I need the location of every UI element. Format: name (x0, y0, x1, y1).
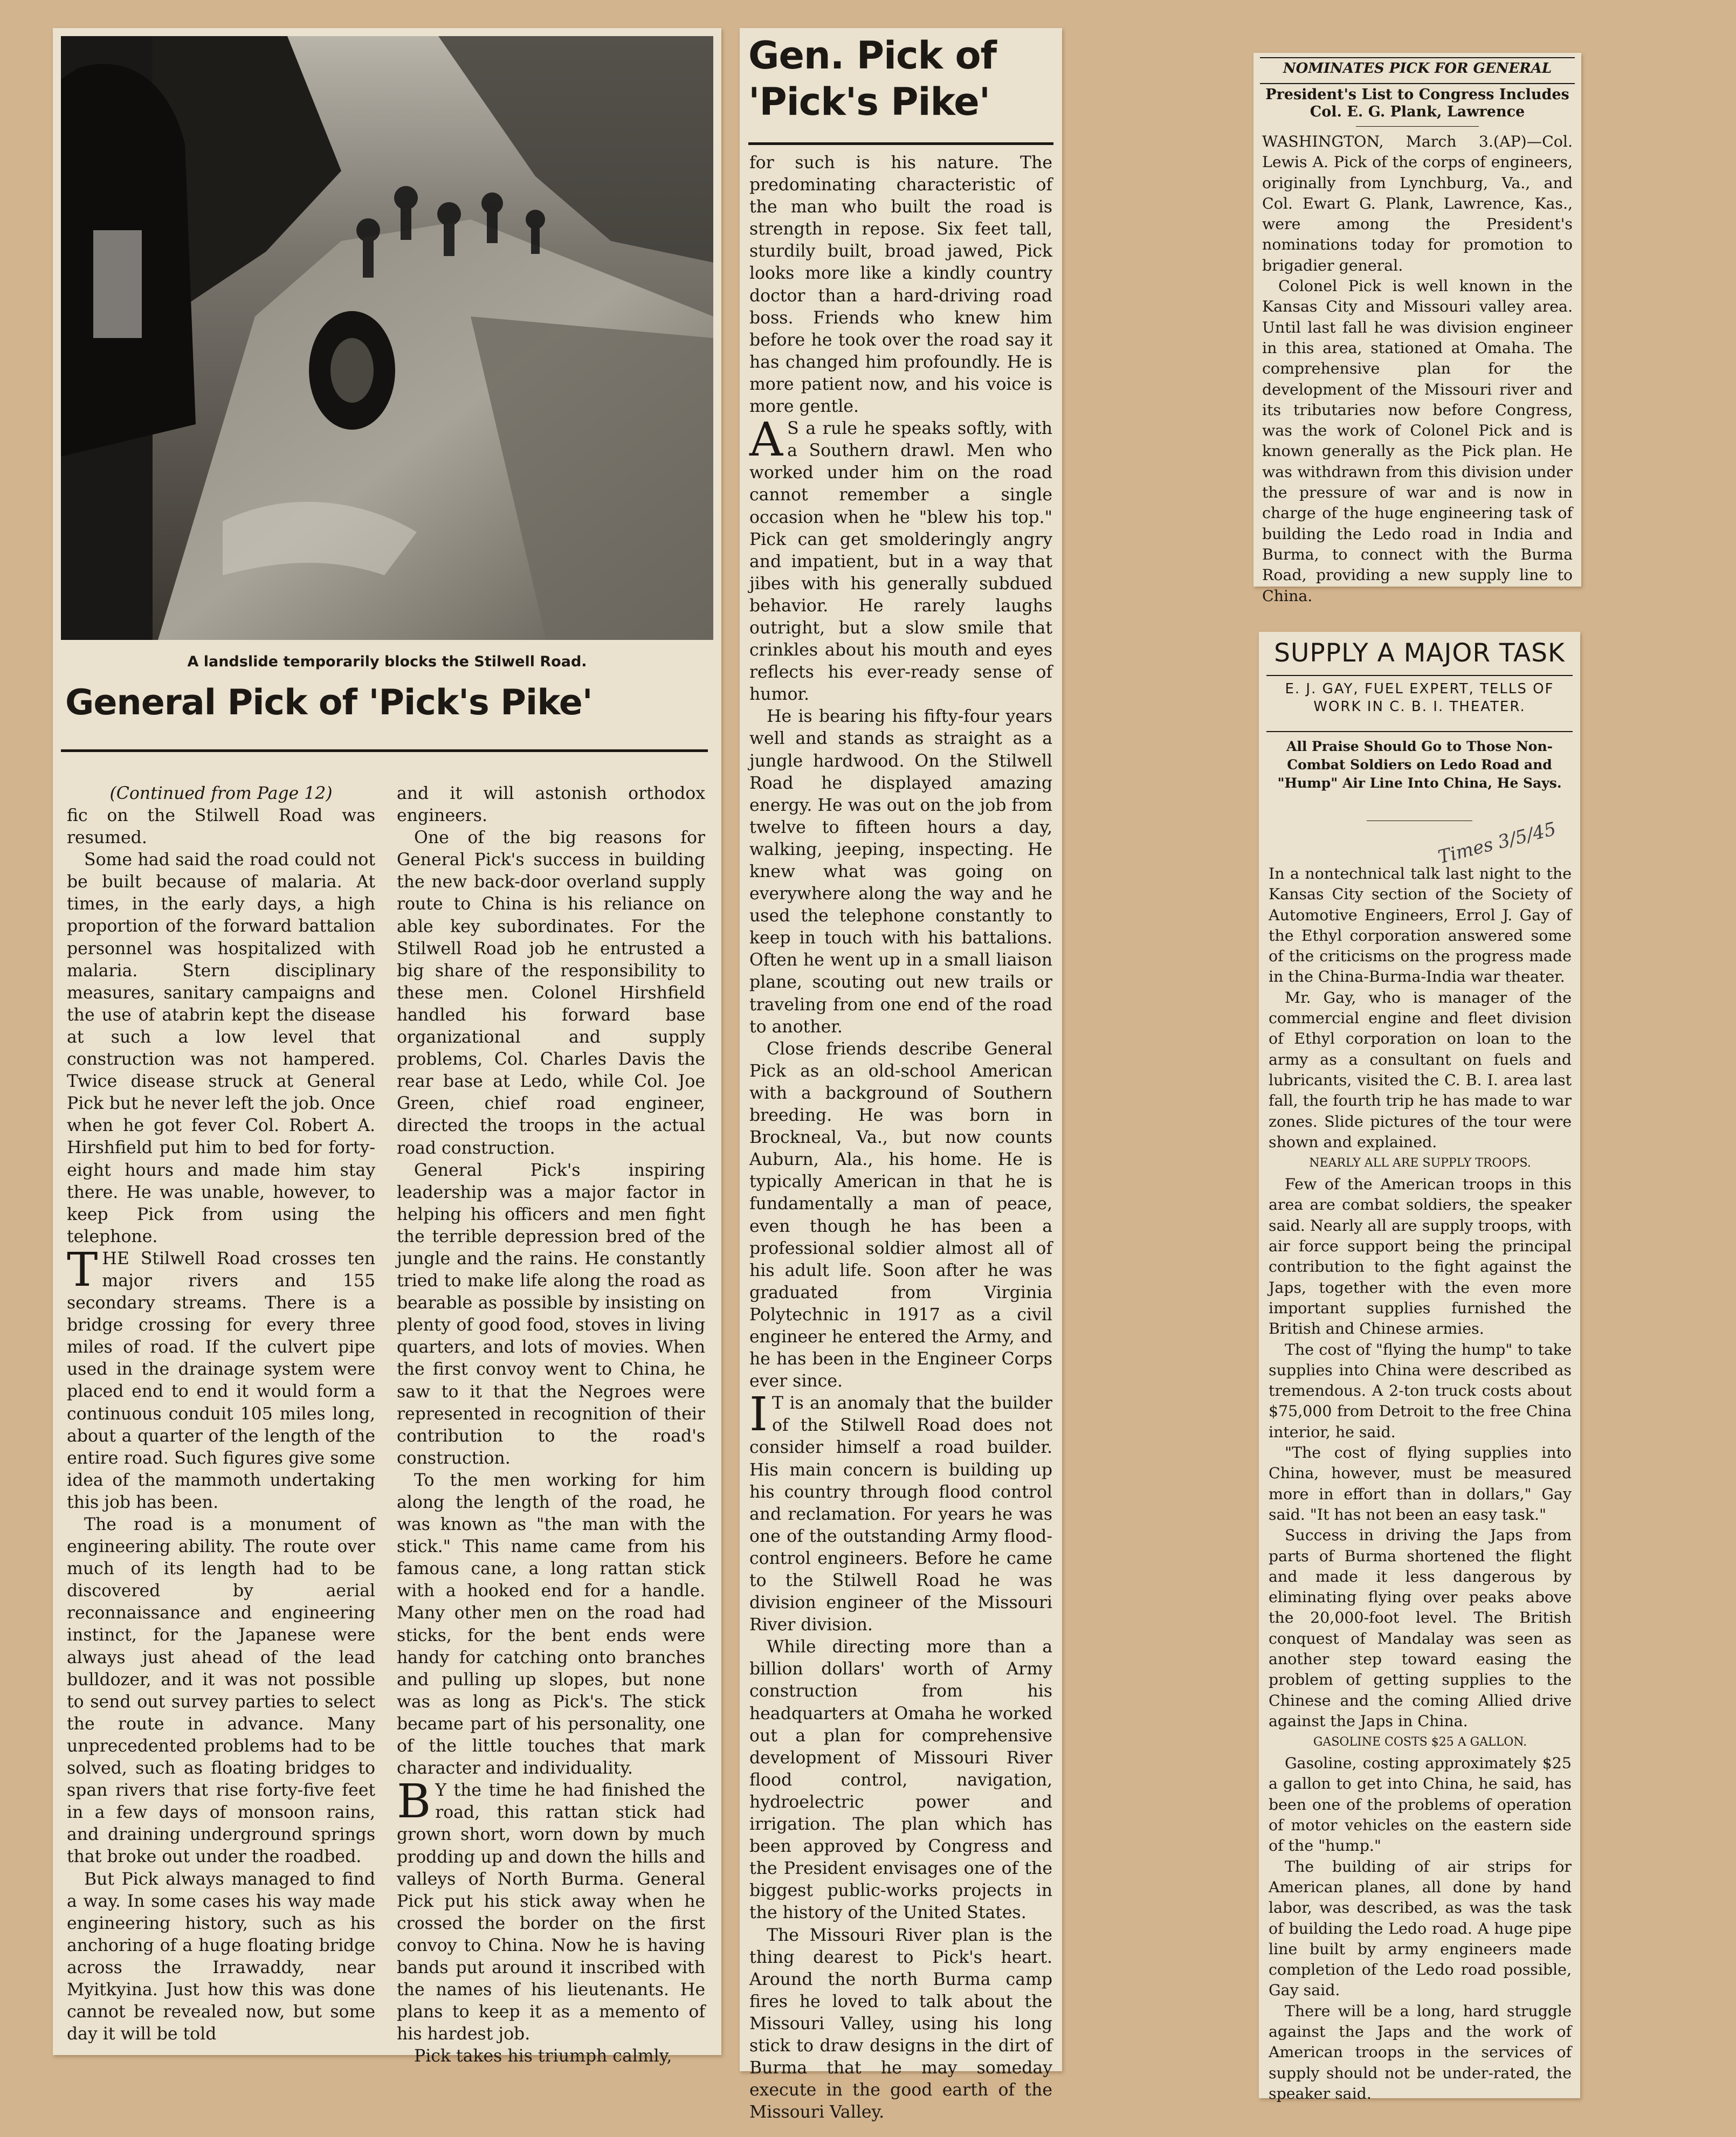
paragraph-text: Some had said the road could not be built because of malaria. At times, in the early days, a high proportion of the forward battalion personnel was hospitalized with malaria. Stern disciplinary measures, sanitary campaigns and the use of atabrin kept the disease at such a low level that construction was not hampered. Twice disease struck at General Pick but he never left the job. Once when he got fever Col. Robert A. Hirshfield put him to bed for forty-eight hours and made him stay there. He was unable, however, to keep Pick from using the telephone. (67, 850, 375, 1246)
paragraph-text: There will be a long, hard struggle against the Japs and the work of American troops in the services of supply should not be under-rated, the speaker said. (1269, 2002, 1572, 2102)
supply-clipping (1259, 632, 1580, 2102)
supply-body (1269, 864, 1572, 2104)
landslide-photo (61, 36, 713, 640)
paragraph-text: Pick takes his triumph calmly, (414, 2046, 672, 2066)
paragraph (1262, 276, 1573, 606)
paragraph (1269, 864, 1572, 988)
drop-cap: A (749, 413, 783, 467)
drop-cap: I (749, 1388, 768, 1442)
paragraph (749, 152, 1052, 418)
supply-title: SUPPLY A MAJOR TASK (1274, 638, 1565, 668)
paragraph-text: The road is a monument of engineering ability. The route over much of its length had to be discovered by aerial reconnaissance and engineering instinct, for the Japanese were always just ahead of the lead bulldozer, and it was not possible to send out survey parties to select the route in advance. Many unprecedented problems had to be solved, such as floating bridges to span rivers that rise forty-five feet in a few days of monsoon rains, and draining underground springs that broke out under the roadbed. (67, 1515, 375, 1867)
paragraph-text: He is bearing his fifty-four years well and stands as straight as a jungle hardwood. On the Stilwell Road he displayed amazing energy. He was out on the job from twelve to fifteen hours a day, walking, jeeping, inspecting. He knew what was going on everywhere along the way and he used the telephone constantly to keep in touch with his battalions. Often he went up in a small liaison plane, scouting out new trails or traveling from one end of the road to another. (749, 707, 1052, 1037)
paragraph (397, 2045, 705, 2067)
supply-kicker-rule (1266, 731, 1573, 732)
paragraph (397, 827, 705, 1159)
paragraph-text: Success in driving the Japs from parts of Burma shortened the flight and made it less dangerous by eliminating flying over peaks above the 20,000-foot level. The British conquest of Mandalay was seen as another step toward easing the problem of getting supplies to the Chinese and the coming Allied drive against the Japs in China. (1269, 1526, 1572, 1730)
paragraph-text: Colonel Pick is well known in the Kansas City and Missouri valley area. Until last fall he was division engineer in this area, stationed at Omaha. The comprehensive plan for the development of the Missouri river and its tributaries now before Congress, was the work of Colonel Pick and is known generally as the Pick plan. He was withdrawn from this division under the pressure of war and is now in charge of the huge engineering task of building the Ledo road in India and Burma, to connect with the Burma Road, providing a new supply line to China. (1262, 277, 1573, 605)
paragraph-text: and it will astonish orthodox engineers. (397, 784, 705, 826)
paragraph (1269, 988, 1572, 1153)
paragraph-text: Mr. Gay, who is manager of the commercial engine and fleet division of Ethyl corporation on loan to the army as a consultant on fuels and lubricants, visited the C. B. I. area last fall, the fourth trip he has made to war zones. Slide pictures of the tour were shown and explained. (1269, 988, 1572, 1151)
column-b-body (397, 783, 705, 2067)
paragraph-text: But Pick always managed to find a way. In some cases his way made engineering history, such as his anchoring of a huge floating bridge across the Irrawaddy, near Myitkyina. Just how this was done cannot be revealed now, but some day it will be told (67, 1869, 375, 2044)
column-three-headline-1: Gen. Pick of (748, 33, 996, 78)
paragraph (67, 805, 375, 849)
drop-cap: T (67, 1243, 98, 1297)
supply-kicker: E. J. GAY, FUEL EXPERT, TELLS OF WORK IN C. B. I. THEATER. (1285, 681, 1554, 715)
paragraph (749, 706, 1052, 1038)
paragraph-text: The Missouri River plan is the thing dearest to Pick's heart. Around the north Burma camp fires he loved to talk about the Missouri Valley, using his long stick to draw designs in the dirt of Burma that he may someday execute in the good earth of the Missouri Valley. (749, 1925, 1052, 2122)
column-a-body (67, 805, 375, 2045)
paragraph (67, 1514, 375, 1869)
handwritten-date: Times 3/5/45 (1436, 818, 1559, 868)
photo-caption: A landslide temporarily blocks the Stilwell Road. (187, 653, 587, 670)
supply-text (1269, 864, 1572, 2104)
drop-cap: B (397, 1775, 431, 1829)
paragraph (1269, 1174, 1572, 1339)
column-three-rule (748, 142, 1053, 145)
paragraph-text: Y the time he had finished the road, this rattan stick had grown short, worn down by much prodding up and down the hills and valleys of North Burma. General Pick put his stick away when he crossed the border on the first convoy to China. Now he is having bands put around it inscribed with the names of his lieutenants. He plans to keep it as a memento of his hardest job. (397, 1781, 705, 2044)
main-article-clipping (53, 28, 721, 2066)
paragraph (67, 1869, 375, 2046)
paragraph-text: Few of the American troops in this area are combat soldiers, the speaker said. Nearly all are supply troops, with air force support being the principal contribution to the fight against the Japs, together with the even more important supplies furnished the British and Chinese armies. (1269, 1175, 1572, 1338)
main-headline: General Pick of 'Pick's Pike' (65, 683, 593, 723)
paragraph-text: The cost of "flying the hump" to take supplies into China were described as tremendous. A 2-ton truck costs about $75,000 from Detroit to the free China interior, he said. (1269, 1340, 1572, 1441)
continued-note: (Continued from Page 12) (109, 784, 333, 803)
paragraph-text: One of the big reasons for General Pick's success in building the new back-door overland supply route to China is his reliance on able key subordinates. For the Stilwell Road job he entrusted a big share of the responsibility to these men. Colonel Hirshfield handled his forward base organizational and supply problems, Col. Charles Davis the rear base at Ledo, while Col. Joe Green, chief road engineer, directed the troops in the actual road construction. (397, 828, 705, 1158)
paragraph (67, 1243, 375, 1514)
paragraph (397, 1160, 705, 1470)
paragraph-text: S a rule he speaks softly, with a Southern drawl. Men who worked under him on the road cannot remember a single occasion when he "blew his top." Pick can get smolderingly angry and impatient, but in a way that jibes with his generally subdued behavior. He rarely laughs outright, but a slow smile that crinkles about his mouth and eyes reflects his ever-ready sense of humor. (749, 419, 1052, 705)
column-three-headline-2: 'Pick's Pike' (748, 80, 990, 124)
paragraph (397, 783, 705, 827)
paragraph (1262, 132, 1573, 276)
paragraph-text: Close friends describe General Pick as an old-school American with a background of Southern breeding. He was born in Brockneal, Va., but now counts Auburn, Ala., his home. He is typically American in that he is fundamentally a man of peace, even though he has been a professional soldier almost all of his adult life. Soon after he was graduated from Virginia Polytechnic in 1917 as a civil engineer he entered the Army, and he has been in the Engineer Corps ever since. (749, 1039, 1052, 1391)
paragraph (1269, 1340, 1572, 1443)
paragraph-text: T is an anomaly that the builder of the Stilwell Road does not consider himself a road builder. His main concern is building up his country through flood control and reclamation. For years he was one of the outstanding Army flood-control engineers. Before he came to the Stilwell Road he was division engineer of the Missouri River division. (749, 1394, 1052, 1635)
paragraph (1269, 1525, 1572, 1732)
paragraph (749, 413, 1052, 706)
paragraph-text: General Pick's inspiring leadership was a major factor in helping his officers and men fight the terrible depression bred of the jungle and the rains. He constantly tried to make life along the road as bearable as possible by insisting on plenty of good food, stoves in living quarters, and lots of movies. When the first convoy went to China, he saw to it that the Negroes were represented in recognition of their contribution to the road's construction. (397, 1160, 705, 1468)
paragraph-text: While directing more than a billion dollars' worth of Army construction from his headquarters at Omaha he worked out a plan for comprehensive development of Missouri River flood control, navigation, hydroelectric power and irrigation. The plan which has been approved by Congress and the President envisages one of the biggest public-works projects in the history of the United States. (749, 1637, 1052, 1923)
paragraph (1269, 1443, 1572, 1525)
paragraph-text: The building of air strips for American planes, all done by hand labor, was described, as was the task of building the Ledo road. A huge pipe line built by army engineers made completion of the Ledo road possible, Gay said. (1269, 1857, 1572, 2000)
main-column-b (397, 783, 705, 2067)
paragraph (397, 1775, 705, 2045)
paragraph-text: In a nontechnical talk last night to the Kansas City section of the Society of Automotive Engineers, Errol J. Gay of the Ethyl corporation answered some of the criticisms on the progress made in the China-Burma-India war theater. (1269, 865, 1572, 986)
paragraph (1269, 1154, 1572, 1173)
supply-deck: All Praise Should Go to Those Non-Combat Soldiers on Ledo Road and "Hump" Air Line Into China, He Says. (1277, 739, 1562, 791)
nomination-subtitle: President's List to Congress Includes Col. E. G. Plank, Lawrence (1265, 86, 1569, 120)
photo-image (61, 36, 713, 640)
paragraph-text: GASOLINE COSTS $25 A GALLON. (1313, 1735, 1527, 1749)
nomination-text (1262, 132, 1573, 606)
paragraph (749, 1388, 1052, 1636)
paragraph (1269, 1753, 1572, 1856)
nomination-body (1262, 132, 1573, 606)
column-three-body (749, 152, 1052, 2124)
paragraph-text: WASHINGTON, March 3.(AP)—Col. Lewis A. Pick of the corps of engineers, originally from Lynchburg, Va., and Col. Ewart G. Plank, Lawrence, Kas., were among the President's nominations today for promotion to brigadier general. (1262, 133, 1573, 274)
headline-rule (61, 749, 708, 752)
paragraph (1269, 1857, 1572, 2001)
column-three-clipping (740, 28, 1062, 2122)
main-column-a (67, 783, 375, 2045)
column-three-text (749, 152, 1052, 2124)
paragraph (749, 1636, 1052, 1924)
paragraph-text: fic on the Stilwell Road was resumed. (67, 806, 375, 848)
nomination-title: NOMINATES PICK FOR GENERAL (1283, 60, 1552, 77)
nomination-clipping (1253, 53, 1581, 605)
paragraph-text: "The cost of flying supplies into China, however, must be measured more in effort than in dollars," Gay said. "It has not been an easy task." (1269, 1444, 1572, 1524)
paragraph (397, 1470, 705, 1780)
nomination-top-rule (1260, 57, 1575, 58)
paragraph (1269, 2001, 1572, 2104)
paragraph (749, 1038, 1052, 1393)
supply-title-rule (1266, 675, 1573, 676)
paragraph-text: NEARLY ALL ARE SUPPLY TROOPS. (1309, 1156, 1531, 1170)
paragraph-text: Gasoline, costing approximately $25 a gallon to get into China, he said, has been one of the problems of operation of motor vehicles on the eastern side of the "hump." (1269, 1754, 1572, 1855)
paragraph (67, 849, 375, 1248)
paragraph-text: for such is his nature. The predominating characteristic of the man who built the road is strength in repose. Six feet tall, sturdily built, broad jawed, Pick looks more like a kindly country doctor than a hard-driving road boss. Friends who knew him before he took over the road say it has changed him profoundly. He is more patient now, and his voice is more gentle. (749, 153, 1052, 417)
nomination-title-rule (1260, 83, 1575, 84)
paragraph-text: To the men working for him along the length of the road, he was known as "the man with the stick." This name came from his famous cane, a long rattan stick with a hooked end for a handle. Many other men on the road had sticks, for the bent ends were handy for catching onto branches and pulling up slopes, but none was as long as Pick's. The stick became part of his personality, one of the little touches that mark character and individuality. (397, 1470, 705, 1778)
paragraph (1269, 1733, 1572, 1752)
paragraph-text: HE Stilwell Road crosses ten major rivers and 155 secondary streams. There is a bridge crossing for every three miles of road. If the culvert pipe used in the drainage system were placed end to end it would form a continuous conduit 105 miles long, about a quarter of the length of the entire road. Such figures give some idea of the mammoth undertaking this job has been. (67, 1249, 375, 1512)
nomination-sub-rule (1356, 126, 1479, 127)
paragraph (749, 1925, 1052, 2124)
